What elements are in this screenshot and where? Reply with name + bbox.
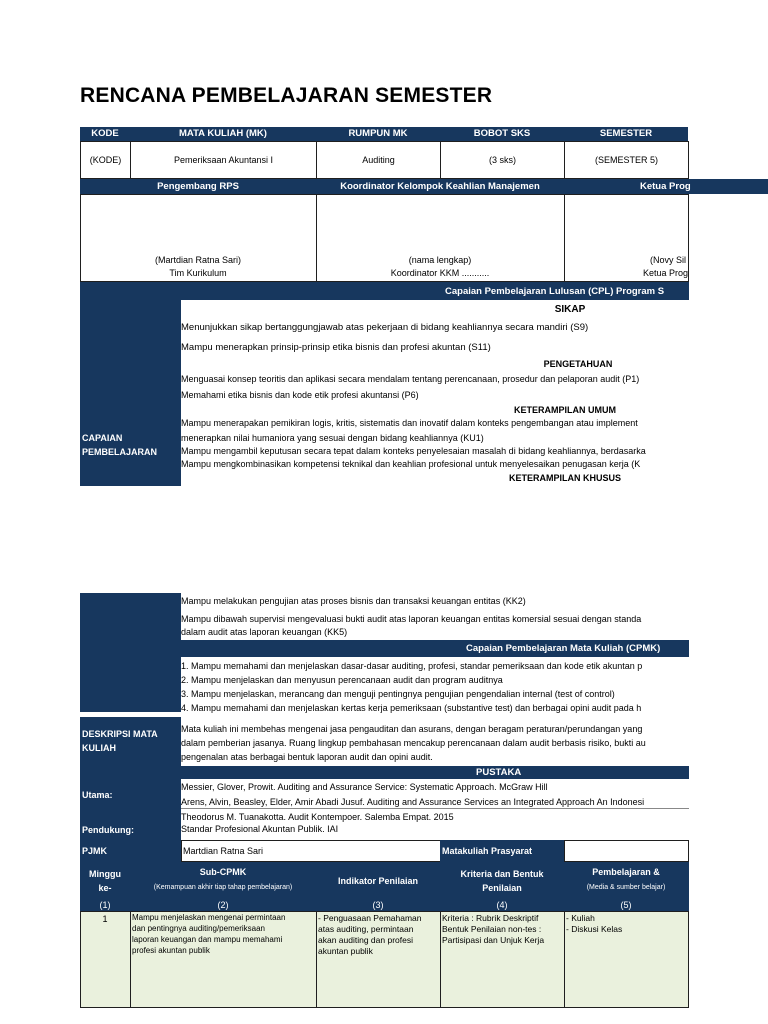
page-title: RENCANA PEMBELAJARAN SEMESTER [80, 84, 493, 107]
row1-kriteria-3: Partisipasi dan Unjuk Kerja [442, 935, 545, 945]
cpmk-item-4: 4. Mampu memahami dan menjelaskan kertas kerja pemeriksaan (substantive test) dan berbagai opini audit pada h [181, 703, 642, 713]
cpmk-item-3: 3. Mampu menjelaskan, merancang dan menguji pentingnya pengujian pengendalian internal (test of control) [181, 689, 615, 699]
pendukung-label: Pendukung: [82, 825, 134, 835]
row1-indikator-4: akuntan publik [318, 946, 373, 956]
row1-kriteria-1: Kriteria : Rubrik Deskriptif [442, 913, 539, 923]
sig-role-pengembang: Tim Kurikulum [169, 268, 227, 278]
col-header-kode: KODE [80, 127, 130, 141]
col-header-mata-kuliah: MATA KULIAH (MK) [130, 127, 316, 141]
sig-name-koordinator: (nama lengkap) [408, 255, 472, 265]
row1-indikator-2: atas auditing, permintaan [318, 924, 414, 934]
umum-item-1-cont: menerapkan nilai humaniora yang sesuai dengan bidang keahliannya (KU1) [181, 433, 484, 443]
col-header-semester: SEMESTER [564, 127, 688, 141]
khusus-item-2: Mampu dibawah supervisi mengevaluasi bukti audit atas laporan keuangan entitas komersial sesuai dengan standa [181, 614, 642, 624]
bobot-value: (3 sks) [440, 141, 565, 179]
sig-role-koordinator: Koordinator KKM ........... [390, 268, 490, 278]
pustaka-divider [181, 808, 689, 809]
schedule-col1-line1: Minggu [89, 869, 121, 879]
row1-indikator-3: akan auditing dan profesi [318, 935, 413, 945]
row1-subcpmk-2: dan pentingnya auditing/pemeriksaan [132, 924, 265, 933]
kode-value: (KODE) [80, 141, 131, 179]
keterampilan-khusus-title: KETERAMPILAN KHUSUS [508, 473, 621, 483]
sig-header-koordinator: Koordinator Kelompok Keahlian Manajemen [340, 181, 540, 192]
schedule-number-2: (2) [217, 900, 229, 910]
schedule-col4-line2: Penilaian [482, 883, 522, 893]
row1-week: 1 [102, 914, 108, 924]
utama-label: Utama: [82, 790, 113, 800]
schedule-col5-sub: (Media & sumber belajar) [586, 884, 666, 891]
deskripsi-line-2: dalam pemberian jasanya. Ruang lingkup pembahasan mencakup perencanaan dalam audit berbasis risiko, bukti au [181, 738, 646, 748]
schedule-number-4: (4) [496, 900, 508, 910]
pjmk-label: PJMK [82, 846, 108, 856]
row1-pembelajaran-1: - Kuliah [566, 913, 595, 923]
semester-value: (SEMESTER 5) [564, 141, 689, 179]
cpl-header: Capaian Pembelajaran Lulusan (CPL) Program S [445, 286, 665, 297]
row1-indikator-1: - Penguasaan Pemahaman [318, 913, 422, 923]
schedule-col1-line2: ke- [98, 883, 112, 893]
keterampilan-umum-title: KETERAMPILAN UMUM [514, 405, 616, 415]
sig-header-ketua: Ketua Prog [640, 181, 691, 192]
schedule-number-3: (3) [372, 900, 384, 910]
sikap-item-2: Mampu menerapkan prinsip-prinsip etika bisnis dan profesi akuntan (S11) [181, 342, 491, 353]
umum-item-2: Mampu mengambil keputusan secara tepat dalam konteks penyelesaian masalah di bidang keahliannya, berdasarka [181, 446, 646, 456]
schedule-number-5: (5) [620, 900, 632, 910]
row1-kriteria-2: Bentuk Penilaian non-tes : [442, 924, 542, 934]
deskripsi-line-1: Mata kuliah ini membehas mengenai jasa pengauditan dan asurans, dengan beragam peraturan/perundangan yang [181, 724, 643, 734]
schedule-col2-title: Sub-CPMK [199, 867, 247, 877]
cpl-label-line1: CAPAIAN [82, 433, 123, 443]
khusus-item-2-cont: dalam audit atas laporan keuangan (KK5) [181, 627, 348, 637]
row1-subcpmk-3: laporan keuangan dan mampu memahami [132, 935, 283, 944]
cpmk-header: Capaian Pembelajaran Mata Kuliah (CPMK) [466, 643, 661, 654]
pengetahuan-item-2: Memahami etika bisnis dan kode etik profesi akuntansi (P6) [181, 390, 419, 400]
umum-item-1: Mampu menerapakan pemikiran logis, kritis, sistematis dan inovatif dalam konteks pengembangan atau implement [181, 418, 638, 428]
khusus-item-1: Mampu melakukan pengujian atas proses bisnis dan transaksi keuangan entitas (KK2) [181, 596, 526, 606]
utama-item-2: Arens, Alvin, Beasley, Elder, Amir Abadi Jusuf. Auditing and Assurance Services an Integrated Approach An Indonesi [181, 797, 645, 807]
pengetahuan-title: PENGETAHUAN [543, 359, 613, 369]
schedule-col3-title: Indikator Penilaian [337, 876, 419, 886]
pjmk-name: Martdian Ratna Sari [183, 846, 264, 856]
pendukung-item-2: Standar Profesional Akuntan Publik. IAI [181, 824, 339, 834]
sig-header-pengembang: Pengembang RPS [157, 181, 239, 192]
schedule-number-1: (1) [99, 900, 111, 910]
schedule-col4-line1: Kriteria dan Bentuk [460, 869, 544, 879]
utama-item-1: Messier, Glover, Prowit. Auditing and Assurance Service: Systematic Approach. McGraw Hill [181, 782, 548, 792]
deskripsi-label-line1: DESKRIPSI MATA [82, 729, 158, 739]
sig-name-pengembang: (Martdian Ratna Sari) [154, 255, 242, 265]
row1-subcpmk-4: profesi akuntan publik [132, 946, 210, 955]
cpmk-item-1: 1. Mampu memahami dan menjelaskan dasar-dasar auditing, profesi, standar pemeriksaan dan kode etik akuntan p [181, 661, 643, 671]
rumpun-value: Auditing [316, 141, 441, 179]
umum-item-3: Mampu mengkombinasikan kompetensi teknikal dan keahlian profesional untuk menyelesaikan penugasan kerja (K [181, 459, 641, 469]
prasyarat-label: Matakuliah Prasyarat [442, 846, 533, 856]
col-header-rumpun: RUMPUN MK [316, 127, 440, 141]
schedule-col5-title: Pembelajaran & [592, 867, 660, 877]
cpl-label-line2: PEMBELAJARAN [82, 447, 158, 457]
prasyarat-value [564, 840, 689, 862]
row1-pembelajaran-2: - Diskusi Kelas [566, 924, 623, 934]
row1-week-cell [80, 911, 131, 1008]
pengetahuan-item-1: Menguasai konsep teoritis dan aplikasi secara mendalam tentang perencanaan, prosedur dan pelaporan audit (P1) [181, 374, 640, 384]
pustaka-header: PUSTAKA [476, 767, 522, 778]
mata-kuliah-value: Pemeriksaan Akuntansi I [130, 141, 317, 179]
sikap-item-1: Menunjukkan sikap bertanggungjawab atas pekerjaan di bidang keahliannya secara mandiri (S9) [181, 322, 589, 333]
cpmk-item-2: 2. Mampu menjelaskan dan menyusun perencanaan audit dan program auditnya [181, 675, 503, 685]
deskripsi-label-line2: KULIAH [82, 743, 116, 753]
sig-role-ketua: Ketua Prog [643, 268, 689, 278]
sikap-title: SIKAP [554, 304, 586, 315]
schedule-col2-sub: (Kemampuan akhir tiap tahap pembelajaran) [153, 884, 293, 891]
pendukung-item-1: Theodorus M. Tuanakotta. Audit Kontempoer. Salemba Empat. 2015 [181, 812, 454, 822]
cpl-label-block-cont [80, 593, 181, 712]
col-header-bobot: BOBOT SKS [440, 127, 564, 141]
deskripsi-line-3: pengenalan atas berbagai bentuk laporan audit dan opini audit. [181, 752, 433, 762]
row1-subcpmk-1: Mampu menjelaskan mengenai permintaan [132, 913, 286, 922]
sig-name-ketua: (Novy Sil [650, 255, 687, 265]
